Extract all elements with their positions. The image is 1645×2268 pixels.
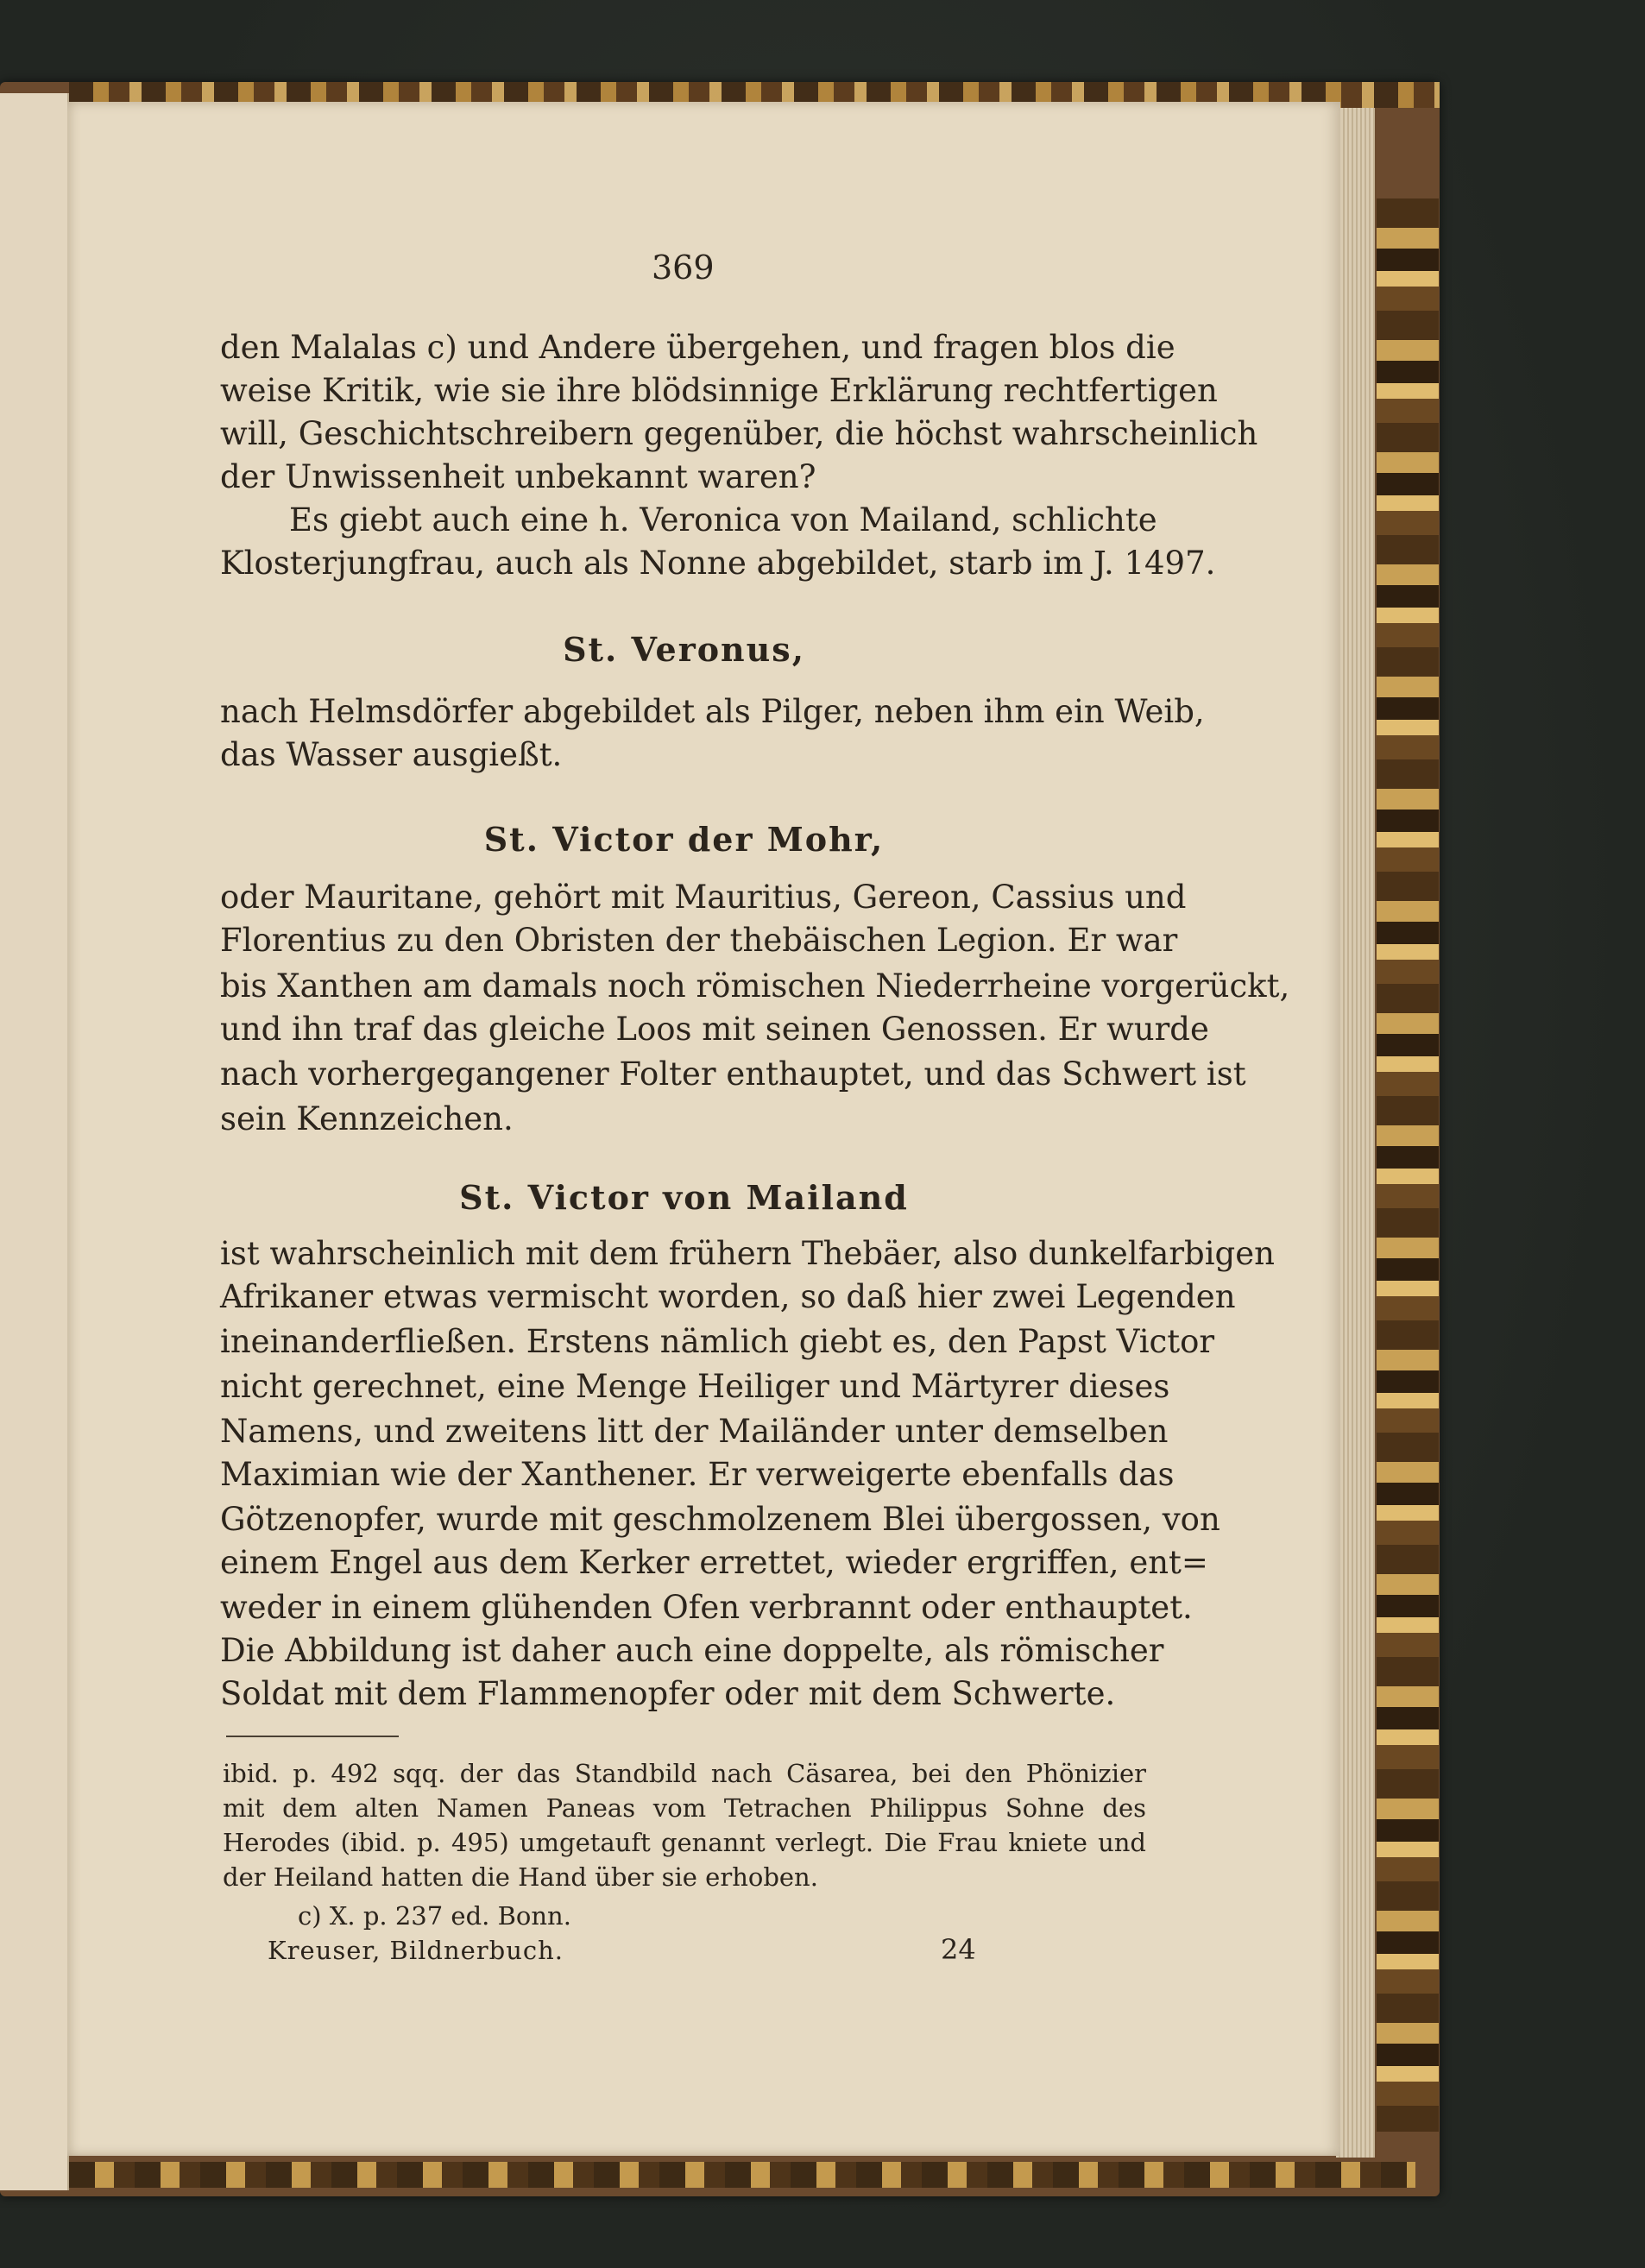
body-line: weise Kritik, wie sie ihre blödsinnige Erklärung rechtfertigen bbox=[220, 372, 1218, 409]
body-line: nach Helmsdörfer abgebildet als Pilger, neben ihm ein Weib, bbox=[220, 693, 1205, 730]
body-line: Namens, und zweitens litt der Mailänder unter demselben bbox=[220, 1413, 1169, 1450]
body-line: Florentius zu den Obristen der thebäischen Legion. Er war bbox=[220, 922, 1178, 959]
footnote-rule bbox=[226, 1736, 399, 1737]
signature-mark: 24 bbox=[941, 1933, 976, 1966]
body-line: Maximian wie der Xanthener. Er verweigerte ebenfalls das bbox=[220, 1456, 1175, 1493]
section-heading: St. Veronus, bbox=[563, 630, 805, 669]
body-line: das Wasser ausgießt. bbox=[220, 736, 563, 773]
body-line: Klosterjungfrau, auch als Nonne abgebildet, starb im J. 1497. bbox=[220, 545, 1216, 582]
section-heading: St. Victor der Mohr, bbox=[483, 820, 885, 859]
body-line: ineinanderfließen. Erstens nämlich giebt es, den Papst Victor bbox=[220, 1323, 1215, 1360]
footnote-line: mit dem alten Namen Paneas vom Tetrachen Philippus Sohne des bbox=[223, 1793, 1146, 1823]
body-line: und ihn traf das gleiche Loos mit seinen Genossen. Er wurde bbox=[220, 1011, 1209, 1048]
body-line: Afrikaner etwas vermischt worden, so daß hier zwei Legenden bbox=[220, 1278, 1236, 1315]
footnote-line: der Heiland hatten die Hand über sie erhoben. bbox=[223, 1862, 818, 1892]
body-line: bis Xanthen am damals noch römischen Niederrheine vorgerückt, bbox=[220, 967, 1290, 1005]
body-line: oder Mauritane, gehört mit Mauritius, Gereon, Cassius und bbox=[220, 879, 1187, 916]
printer-signature: Kreuser, Bildnerbuch. bbox=[268, 1936, 564, 1965]
page-number: 369 bbox=[652, 249, 715, 287]
body-line: weder in einem glühenden Ofen verbrannt oder enthauptet. bbox=[220, 1589, 1193, 1626]
body-line: Die Abbildung ist daher auch eine doppelte, als römischer bbox=[220, 1632, 1164, 1669]
footnote-c: c) X. p. 237 ed. Bonn. bbox=[298, 1901, 571, 1931]
body-line: Götzenopfer, wurde mit geschmolzenem Blei übergossen, von bbox=[220, 1501, 1220, 1538]
body-line: sein Kennzeichen. bbox=[220, 1100, 514, 1137]
left-page-edge bbox=[0, 93, 69, 2190]
footnote-line: ibid. p. 492 sqq. der das Standbild nach Cäsarea, bei den Phönizier bbox=[223, 1759, 1146, 1788]
body-line: will, Geschichtschreibern gegenüber, die höchst wahrscheinlich bbox=[220, 415, 1258, 452]
body-line: nicht gerechnet, eine Menge Heiliger und Märtyrer dieses bbox=[220, 1368, 1170, 1405]
body-line: einem Engel aus dem Kerker errettet, wieder ergriffen, ent= bbox=[220, 1544, 1208, 1581]
footnote-line: Herodes (ibid. p. 495) umgetauft genannt verlegt. Die Frau kniete und bbox=[223, 1828, 1146, 1857]
body-line: nach vorhergegangener Folter enthauptet, und das Schwert ist bbox=[220, 1055, 1246, 1093]
marbled-edge-right bbox=[1377, 198, 1439, 2132]
page-stack bbox=[1336, 108, 1375, 2158]
body-line: Soldat mit dem Flammenopfer oder mit dem Schwerte. bbox=[220, 1675, 1116, 1712]
marbled-edge-bottom bbox=[69, 2162, 1415, 2188]
body-line: Es giebt auch eine h. Veronica von Mailand, schlichte bbox=[289, 501, 1157, 539]
section-heading: St. Victor von Mailand bbox=[459, 1178, 909, 1217]
body-line: den Malalas c) und Andere übergehen, und fragen blos die bbox=[220, 329, 1175, 366]
body-line: der Unwissenheit unbekannt waren? bbox=[220, 458, 816, 495]
body-line: ist wahrscheinlich mit dem frühern Thebäer, also dunkelfarbigen bbox=[220, 1235, 1275, 1272]
